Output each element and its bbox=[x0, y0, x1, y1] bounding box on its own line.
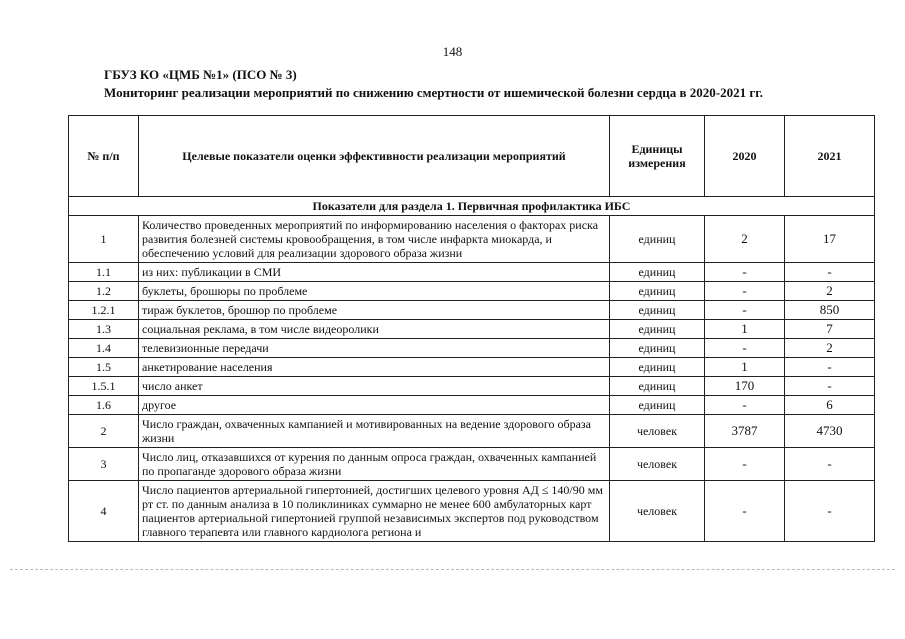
row-desc: Число граждан, охваченных кампанией и мотивированных на ведение здорового образа жизни bbox=[139, 415, 610, 448]
row-desc: Число лиц, отказавшихся от курения по данным опроса граждан, охваченных кампанией по пропаганде здорового образа жизни bbox=[139, 448, 610, 481]
row-num: 2 bbox=[69, 415, 139, 448]
row-num: 1.6 bbox=[69, 396, 139, 415]
row-2020: 2 bbox=[705, 216, 785, 263]
row-2020: 3787 bbox=[705, 415, 785, 448]
organization-title: ГБУЗ КО «ЦМБ №1» (ПСО № 3) bbox=[104, 67, 297, 82]
table-row bbox=[69, 448, 875, 481]
table-row bbox=[69, 358, 875, 377]
table-row bbox=[69, 282, 875, 301]
row-2021: 6 bbox=[785, 396, 875, 415]
table-row bbox=[69, 263, 875, 282]
table-row bbox=[69, 216, 875, 263]
row-num: 1.2 bbox=[69, 282, 139, 301]
row-num: 3 bbox=[69, 448, 139, 481]
row-num: 1.5.1 bbox=[69, 377, 139, 396]
row-2021: 4730 bbox=[785, 415, 875, 448]
row-num: 1.5 bbox=[69, 358, 139, 377]
row-desc: социальная реклама, в том числе видеоролики bbox=[139, 320, 610, 339]
document-title: Мониторинг реализации мероприятий по снижению смертности от ишемической болезни сердца в 2020-2021 гг. bbox=[104, 85, 763, 100]
row-unit: единиц bbox=[610, 396, 705, 415]
row-2021: 17 bbox=[785, 216, 875, 263]
row-unit: единиц bbox=[610, 358, 705, 377]
row-2020: 1 bbox=[705, 358, 785, 377]
row-2020: 1 bbox=[705, 320, 785, 339]
row-unit: единиц bbox=[610, 320, 705, 339]
row-desc: телевизионные передачи bbox=[139, 339, 610, 358]
row-unit: единиц bbox=[610, 216, 705, 263]
header-num: № п/п bbox=[69, 116, 139, 197]
table-row bbox=[69, 320, 875, 339]
row-num: 1.3 bbox=[69, 320, 139, 339]
table-row bbox=[69, 415, 875, 448]
row-2021: - bbox=[785, 358, 875, 377]
header-indicator: Целевые показатели оценки эффективности реализации мероприятий bbox=[139, 116, 610, 197]
row-desc: другое bbox=[139, 396, 610, 415]
page-number: 148 bbox=[442, 44, 463, 59]
row-unit: единиц bbox=[610, 301, 705, 320]
section-row bbox=[69, 197, 875, 216]
header-2020: 2020 bbox=[705, 116, 785, 197]
row-num: 1.4 bbox=[69, 339, 139, 358]
row-num: 4 bbox=[69, 481, 139, 542]
row-2021: 850 bbox=[785, 301, 875, 320]
row-2020: - bbox=[705, 396, 785, 415]
table-row bbox=[69, 396, 875, 415]
table-row bbox=[69, 301, 875, 320]
row-num: 1.2.1 bbox=[69, 301, 139, 320]
row-2021: - bbox=[785, 263, 875, 282]
table-row bbox=[69, 377, 875, 396]
row-2021: - bbox=[785, 481, 875, 542]
row-2021: 2 bbox=[785, 339, 875, 358]
row-2021: - bbox=[785, 377, 875, 396]
row-2020: - bbox=[705, 339, 785, 358]
row-desc: Количество проведенных мероприятий по информированию населения о факторах риска развития болезней системы кровообращения, в том числе инфаркта миокарда, и обеспечению условий для реализации здорового образа жизни bbox=[139, 216, 610, 263]
row-unit: единиц bbox=[610, 282, 705, 301]
row-desc: число анкет bbox=[139, 377, 610, 396]
row-2020: - bbox=[705, 282, 785, 301]
row-2020: - bbox=[705, 301, 785, 320]
row-unit: человек bbox=[610, 481, 705, 542]
row-desc: из них: публикации в СМИ bbox=[139, 263, 610, 282]
row-unit: единиц bbox=[610, 377, 705, 396]
row-2021: - bbox=[785, 448, 875, 481]
row-num: 1.1 bbox=[69, 263, 139, 282]
row-num: 1 bbox=[69, 216, 139, 263]
page-cut-line bbox=[10, 569, 895, 570]
row-2021: 2 bbox=[785, 282, 875, 301]
table-row bbox=[69, 481, 875, 542]
row-unit: человек bbox=[610, 448, 705, 481]
table-row bbox=[69, 339, 875, 358]
row-2021: 7 bbox=[785, 320, 875, 339]
row-desc: Число пациентов артериальной гипертонией, достигших целевого уровня АД ≤ 140/90 мм рт ст. по данным анализа в 10 поликлиниках суммарно не менее 600 амбулаторных карт пациентов артериальной гипертонией группой независимых экспертов под руководством главного терапевта или главного кардиолога региона и bbox=[139, 481, 610, 542]
table-header-row bbox=[69, 116, 875, 197]
row-desc: анкетирование населения bbox=[139, 358, 610, 377]
row-2020: 170 bbox=[705, 377, 785, 396]
row-2020: - bbox=[705, 448, 785, 481]
section-title: Показатели для раздела 1. Первичная профилактика ИБС bbox=[69, 197, 875, 216]
header-unit: Единицы измерения bbox=[610, 116, 705, 197]
row-unit: единиц bbox=[610, 339, 705, 358]
row-desc: буклеты, брошюры по проблеме bbox=[139, 282, 610, 301]
header-2021: 2021 bbox=[785, 116, 875, 197]
monitoring-table bbox=[68, 115, 875, 542]
row-2020: - bbox=[705, 481, 785, 542]
row-2020: - bbox=[705, 263, 785, 282]
row-unit: человек bbox=[610, 415, 705, 448]
row-unit: единиц bbox=[610, 263, 705, 282]
row-desc: тираж буклетов, брошюр по проблеме bbox=[139, 301, 610, 320]
